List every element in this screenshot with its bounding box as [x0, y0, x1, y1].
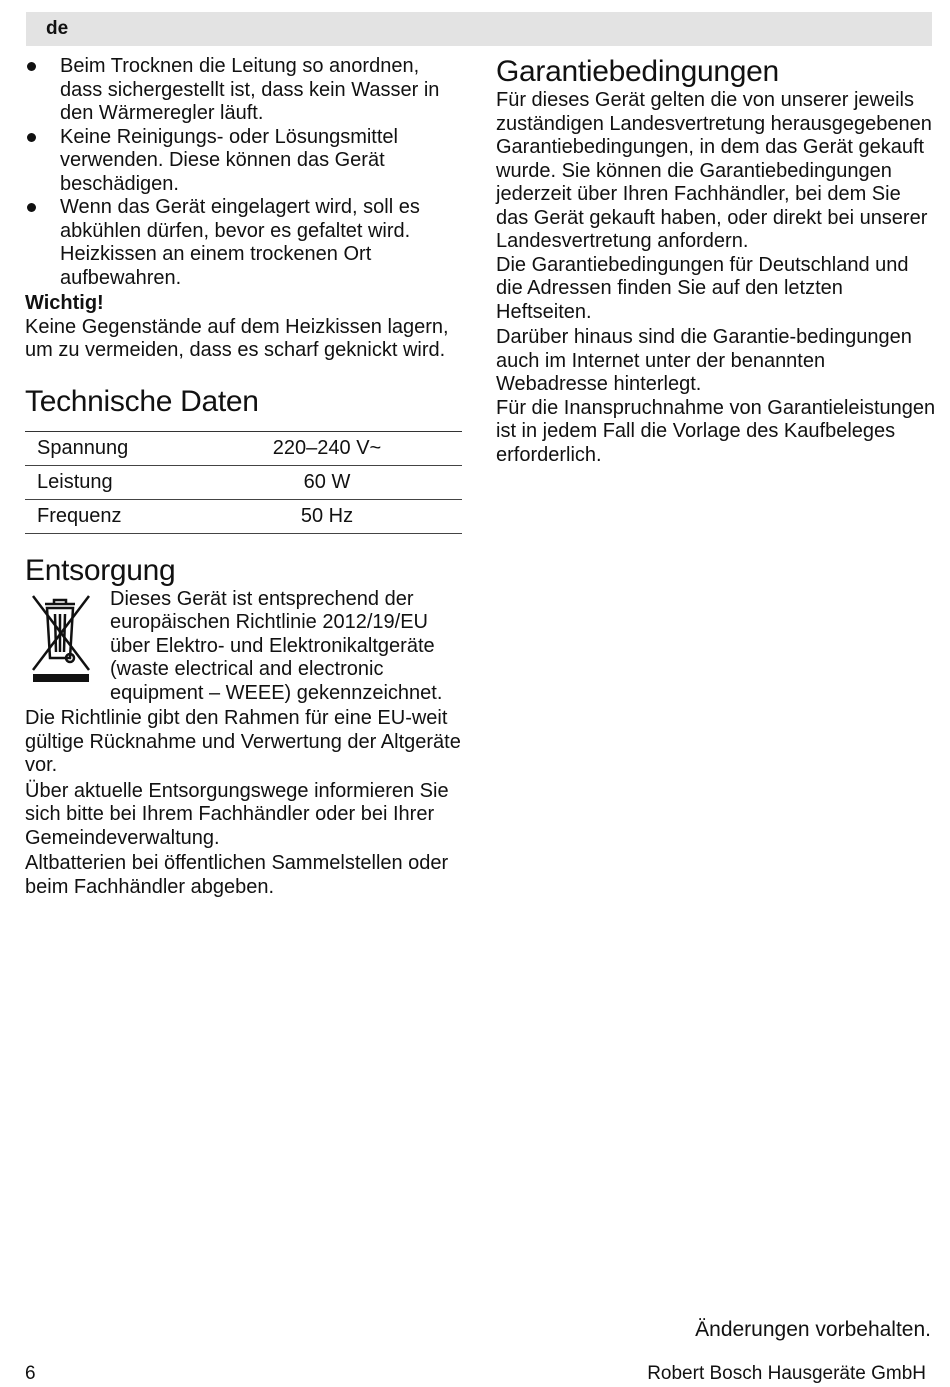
weee-block — [25, 588, 465, 706]
bullet-icon — [27, 133, 36, 142]
left-column — [25, 55, 465, 899]
language-header-bar — [26, 12, 932, 46]
disposal-paragraph: Altbatterien bei öffentlichen Sammelstellen oder beim Fachhändler abgeben. — [25, 852, 449, 898]
important-text: Keine Gegenstände auf dem Heizkissen lagern, um zu vermeiden, dass es scharf geknickt wird. — [25, 315, 449, 361]
spec-value: 60 W — [267, 465, 462, 499]
warranty-paragraph: Die Garantiebedingungen für Deutschland und die Adressen finden Sie auf den letzten Heftseiten. — [496, 253, 909, 323]
table-row — [25, 431, 462, 465]
right-column — [496, 55, 936, 467]
language-code: de — [46, 18, 69, 39]
warranty-paragraph: Darüber hinaus sind die Garantie-bedingungen auch im Internet unter der benannten Webadresse hinterlegt. — [496, 326, 912, 395]
company-name: Robert Bosch Hausgeräte GmbH — [647, 1363, 926, 1384]
warranty-heading: Garantiebedingungen — [496, 55, 779, 88]
list-item: Beim Trocknen die Leitung so anordnen, dass sichergestellt ist, dass kein Wasser in den Wärmeregler läuft. — [25, 55, 465, 126]
important-label: Wichtig! — [25, 292, 104, 314]
spec-label: Spannung — [25, 431, 267, 465]
disposal-paragraph: Über aktuelle Entsorgungswege informieren Sie sich bitte bei Ihrem Fachhändler oder bei Ihrer Gemeindeverwaltung. — [25, 779, 449, 849]
crossed-out-bin-icon — [25, 588, 105, 706]
page-number: 6 — [25, 1363, 36, 1384]
spec-value: 220–240 V~ — [267, 431, 462, 465]
warranty-paragraph: Für die Inanspruchnahme von Garantieleistungen ist in jedem Fall die Vorlage des Kaufbeleges erforderlich. — [496, 396, 936, 466]
weee-text: Dieses Gerät ist entsprechend der europäischen Richtlinie 2012/19/EU über Elektro- und Elektronikaltgeräte (waste electrical and electronic equipment – WEEE) gekennzeichnet. — [110, 587, 443, 704]
list-item: Wenn das Gerät eingelagert wird, soll es abkühlen dürfen, bevor es gefaltet wird. Heizkissen an einem trockenen Ort aufbewahren. — [25, 196, 465, 290]
disposal-paragraph: Die Richtlinie gibt den Rahmen für eine EU-weit gültige Rücknahme und Verwertung der Altgeräte vor. — [25, 707, 461, 776]
list-item: Keine Reinigungs- oder Lösungsmittel verwenden. Diese können das Gerät beschädigen. — [25, 126, 465, 197]
bullet-icon — [27, 62, 36, 71]
disposal-heading: Entsorgung — [25, 553, 176, 587]
spec-label: Leistung — [25, 465, 267, 499]
table-row — [25, 465, 462, 499]
changes-reserved-note: Änderungen vorbehalten. — [695, 1318, 931, 1341]
table-row — [25, 499, 462, 533]
technical-data-table — [25, 431, 462, 534]
technical-data-heading: Technische Daten — [25, 384, 259, 418]
spec-value: 50 Hz — [267, 499, 462, 533]
care-instructions-list — [25, 55, 465, 290]
warranty-paragraph: Für dieses Gerät gelten die von unserer jeweils zuständigen Landesvertretung herausgegebenen Garantiebedingungen, in dem das Gerät gekauft wurde. Sie können die Garantiebedingungen jederzeit über Ihren Fachhändler, bei dem Sie das Gerät gekauft haben, oder direkt bei unserer Landesvertretung anfordern. — [496, 89, 932, 252]
spec-label: Frequenz — [25, 499, 267, 533]
bullet-icon — [27, 203, 36, 212]
